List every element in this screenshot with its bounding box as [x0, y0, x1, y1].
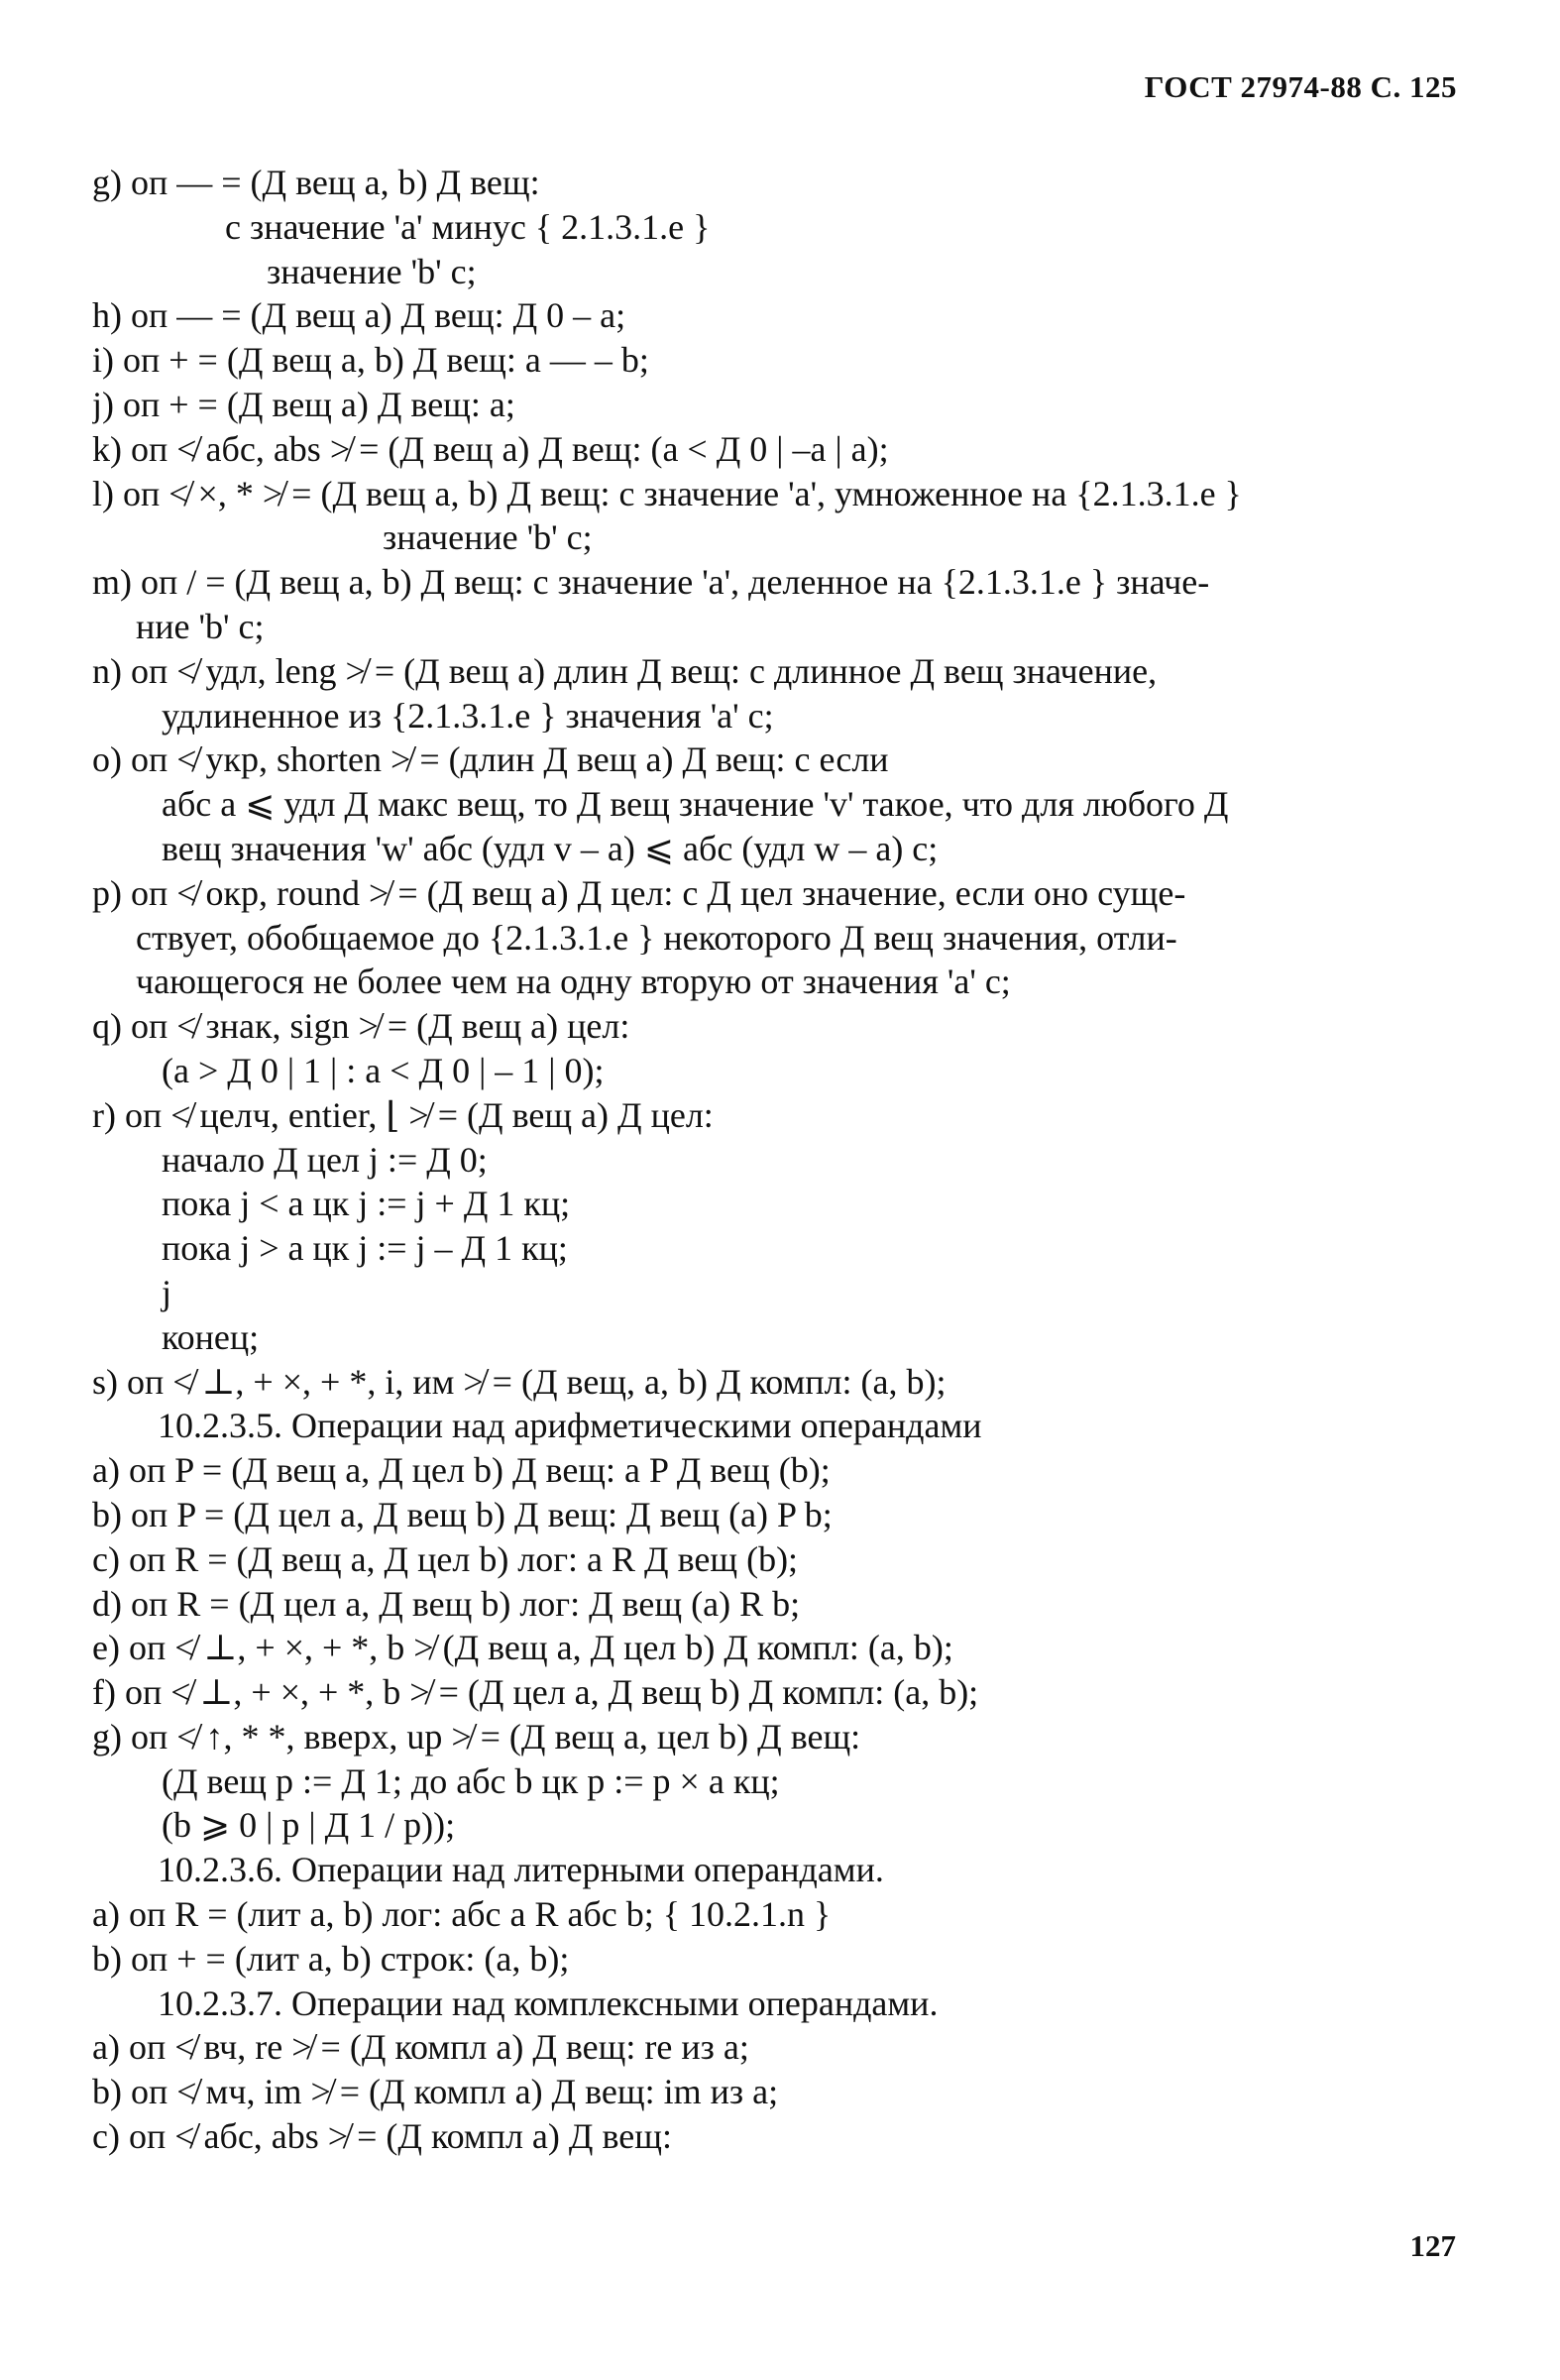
text-line: чающегося не более чем на одну вторую от значения 'a' с; — [136, 962, 1011, 1002]
text-line: d) оп R = (Д цел a, Д вещ b) лог: Д вещ (a) R b; — [92, 1583, 801, 1624]
text-line: вещ значения 'w' абс (удл v – a) ⩽ абс (удл w – a) с; — [162, 828, 939, 868]
text-line: b) оп + = (лит a, b) строк: (a, b); — [92, 1938, 570, 1979]
text-line: r) оп ≮ целч, entier, ⌊ ≯ = (Д вещ a) Д цел: — [92, 1094, 714, 1135]
text-line: q) оп ≮ знак, sign ≯ = (Д вещ a) цел: — [92, 1006, 630, 1047]
text-line: n) оп ≮ удл, leng ≯ = (Д вещ a) длин Д вещ: с длинное Д вещ значение, — [92, 650, 1158, 691]
text-line: b) оп ≮ мч, im ≯ = (Д компл a) Д вещ: im из a; — [92, 2072, 779, 2112]
text-line: удлиненное из {2.1.3.1.e } значения 'a' с; — [162, 695, 774, 736]
text-line: s) оп ≮ ⊥, + ×, + *, i, им ≯ = (Д вещ, a, b) Д компл: (a, b); — [92, 1361, 947, 1402]
text-line: e) оп ≮ ⊥, + ×, + *, b ≯ (Д вещ a, Д цел b) Д компл: (a, b); — [92, 1628, 953, 1668]
text-line: g) оп — = (Д вещ a, b) Д вещ: — [92, 163, 540, 202]
text-line: j) оп + = (Д вещ a) Д вещ: a; — [92, 384, 515, 424]
text-line: a) оп ≮ вч, re ≯ = (Д компл a) Д вещ: re из a; — [92, 2027, 749, 2068]
text-line: пока j < a цк j := j + Д 1 кц; — [162, 1184, 571, 1224]
text-line: b) оп P = (Д цел a, Д вещ b) Д вещ: Д вещ (a) P b; — [92, 1494, 833, 1534]
text-line: 10.2.3.6. Операции над литерными операндами. — [158, 1850, 884, 1890]
text-line: i) оп + = (Д вещ a, b) Д вещ: a — – b; — [92, 340, 649, 381]
text-line: ствует, обобщаемое до {2.1.3.1.e } некоторого Д вещ значения, отли- — [136, 917, 1177, 958]
text-line: начало Д цел j := Д 0; — [162, 1139, 488, 1180]
text-line: конец; — [162, 1316, 260, 1357]
text-line: l) оп ≮ ×, * ≯ = (Д вещ a, b) Д вещ: с значение 'a', умноженное на {2.1.3.1.e } — [92, 473, 1242, 513]
text-line: k) оп ≮ абс, abs ≯ = (Д вещ a) Д вещ: (a < Д 0 | –a | a); — [92, 428, 889, 469]
text-line: m) оп / = (Д вещ a, b) Д вещ: с значение 'a', деленное на {2.1.3.1.e } значе- — [92, 562, 1210, 603]
text-line: (a > Д 0 | 1 | : a < Д 0 | – 1 | 0); — [162, 1050, 605, 1090]
text-line: g) оп ≮ ↑, * *, вверх, up ≯ = (Д вещ a, цел b) Д вещ: — [92, 1716, 861, 1757]
text-line: абс a ⩽ удл Д макс вещ, то Д вещ значение 'v' такое, что для любого Д — [162, 784, 1229, 825]
text-line: o) оп ≮ укр, shorten ≯ = (длин Д вещ a) Д вещ: с если — [92, 739, 889, 780]
page-number: 127 — [1409, 2228, 1456, 2263]
text-line: значение 'b' с; — [383, 517, 593, 558]
text-line: a) оп P = (Д вещ a, Д цел b) Д вещ: a P Д вещ (b); — [92, 1450, 831, 1491]
text-line: a) оп R = (лит a, b) лог: абс a R абс b; { 10.2.1.n } — [92, 1894, 832, 1935]
text-line: с значение 'a' минус { 2.1.3.1.e } — [225, 206, 711, 247]
text-line: h) оп — = (Д вещ a) Д вещ: Д 0 – a; — [92, 295, 626, 336]
page-header: ГОСТ 27974-88 С. 125 — [1144, 69, 1457, 104]
text-line: c) оп R = (Д вещ a, Д цел b) лог: a R Д вещ (b); — [92, 1538, 799, 1579]
text-line: ние 'b' с; — [136, 606, 265, 646]
text-line: (Д вещ p := Д 1; до абс b цк p := p × a кц; — [162, 1760, 780, 1801]
text-line: c) оп ≮ абс, abs ≯ = (Д компл a) Д вещ: — [92, 2116, 672, 2157]
text-line: (b ⩾ 0 | p | Д 1 / p)); — [162, 1805, 456, 1846]
text-line: j — [162, 1272, 172, 1312]
text-line: значение 'b' с; — [267, 251, 477, 291]
text-line: пока j > a цк j := j – Д 1 кц; — [162, 1228, 568, 1269]
text-line: 10.2.3.5. Операции над арифметическими операндами — [158, 1406, 982, 1446]
text-line: f) оп ≮ ⊥, + ×, + *, b ≯ = (Д цел a, Д вещ b) Д компл: (a, b); — [92, 1672, 979, 1713]
page-body — [92, 161, 1458, 2159]
text-line: p) оп ≮ окр, round ≯ = (Д вещ a) Д цел: с Д цел значение, если оно суще- — [92, 872, 1186, 913]
text-line: 10.2.3.7. Операции над комплексными операндами. — [158, 1983, 939, 2023]
